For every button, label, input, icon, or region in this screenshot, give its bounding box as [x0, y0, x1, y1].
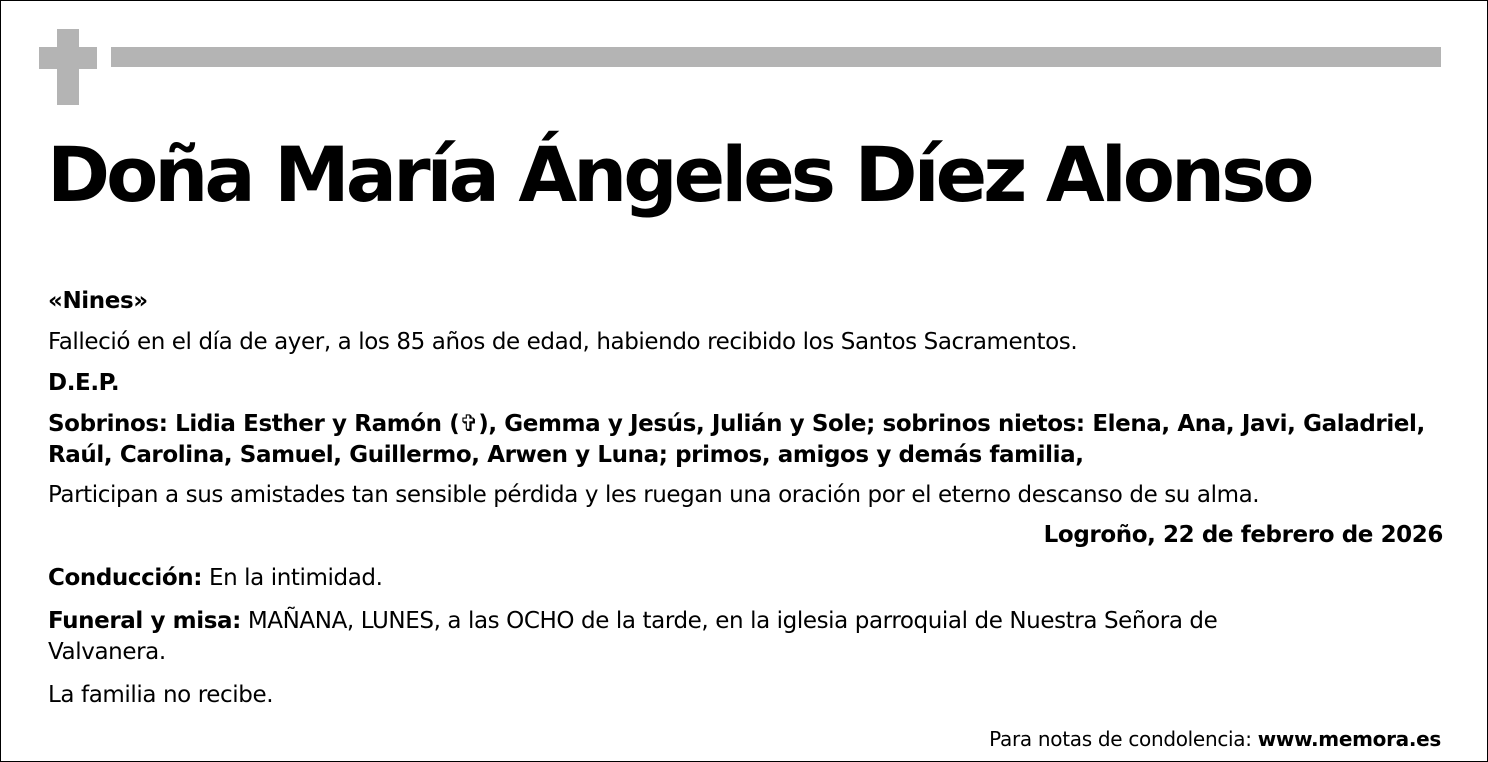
place-date: Logroño, 22 de febrero de 2026	[1043, 522, 1443, 548]
funeral-label: Funeral y misa:	[48, 608, 241, 634]
relatives-list	[48, 409, 1443, 471]
latin-cross-icon	[39, 29, 97, 105]
condolence-footer	[989, 727, 1441, 751]
family-note: La familia no recibe.	[48, 682, 274, 708]
deceased-cross-icon: ✞	[459, 411, 479, 437]
memora-link[interactable]: www.memora.es	[1257, 727, 1441, 751]
funeral-line	[48, 606, 1328, 668]
conduction-label: Conducción:	[48, 565, 203, 591]
notice-body	[48, 286, 1443, 711]
nickname: «Nines»	[48, 288, 148, 314]
relatives-part-2: ), Gemma y Jesús, Julián y Sole; sobrinos nietos: Elena, Ana, Javi, Galadriel, Raúl, Carolina, Samuel, Guillermo, Arwen y Luna; primos, amigos y demás familia,	[48, 411, 1425, 468]
header-rule	[111, 47, 1441, 67]
dep-line: D.E.P.	[48, 370, 120, 396]
deceased-name: Doña María Ángeles Díez Alonso	[47, 130, 1311, 219]
footer-label: Para notas de condolencia:	[989, 727, 1258, 751]
funeral-text: MAÑANA, LUNES, a las OCHO de la tarde, en la iglesia parroquial de Nuestra Señora de Valvanera.	[48, 608, 1218, 665]
conduction-line	[48, 563, 1443, 594]
relatives-part-1: Sobrinos: Lidia Esther y Ramón (	[48, 411, 460, 437]
death-statement: Falleció en el día de ayer, a los 85 años de edad, habiendo recibido los Santos Sacramentos.	[48, 329, 1078, 355]
conduction-text: En la intimidad.	[202, 565, 383, 591]
participation-text: Participan a sus amistades tan sensible pérdida y les ruegan una oración por el eterno descanso de su alma.	[48, 482, 1260, 508]
